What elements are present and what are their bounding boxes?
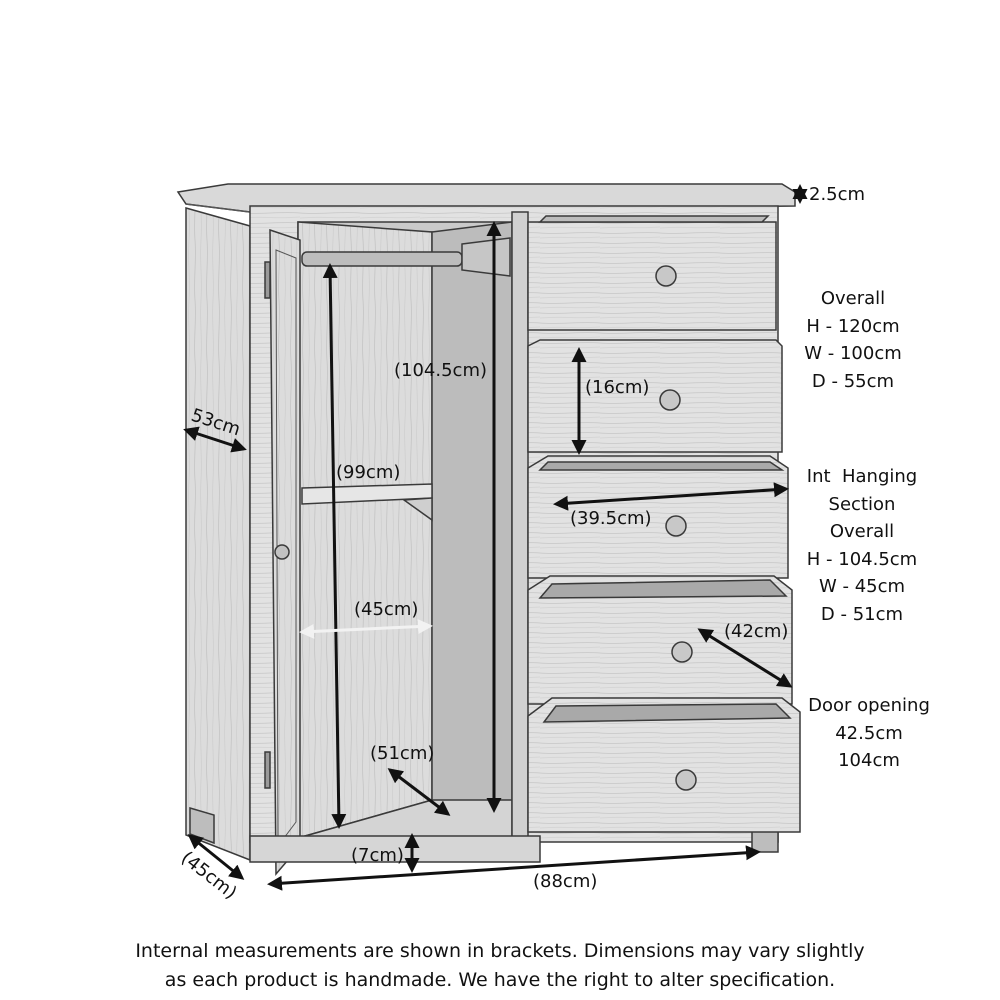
overall-title: Overall xyxy=(820,288,886,309)
door-opening-width: 42.5cm xyxy=(835,722,903,744)
overall-dimensions xyxy=(778,285,928,395)
cabinet-divider xyxy=(512,212,528,842)
door-opening-height: 104cm xyxy=(838,750,900,771)
label-hanging-full-height: (104.5cm) xyxy=(394,360,488,381)
door-opening-dimensions xyxy=(794,692,944,775)
int-hanging-title: Int Hanging xyxy=(806,466,918,487)
label-hanging-depth: (51cm) xyxy=(370,743,435,764)
label-drawer-width: (39.5cm) xyxy=(570,508,652,529)
drawer-knob[interactable] xyxy=(660,390,680,410)
label-plinth-height: (7cm) xyxy=(351,845,404,866)
overall-width: W - 100cm xyxy=(804,343,902,364)
int-hanging-subtitle: Section xyxy=(828,493,896,515)
drawer-knob[interactable] xyxy=(676,770,696,790)
overall-height: H - 120cm xyxy=(806,315,900,337)
door-hinge-top xyxy=(265,262,270,298)
footer-note xyxy=(0,937,1000,995)
wardrobe-illustration xyxy=(178,184,800,874)
int-hanging-height: H - 104.5cm xyxy=(806,548,918,570)
int-hanging-depth: D - 51cm xyxy=(820,603,904,625)
overall-depth: D - 55cm xyxy=(811,370,895,392)
int-hanging-dimensions xyxy=(782,463,942,628)
int-hanging-width: W - 45cm xyxy=(818,576,906,597)
drawer-3[interactable] xyxy=(528,456,788,578)
int-hanging-overall: Overall xyxy=(829,521,895,542)
drawer-knob[interactable] xyxy=(666,516,686,536)
hanging-right-wall xyxy=(432,222,512,838)
door-hinge-bottom xyxy=(265,752,270,788)
drawer-2[interactable] xyxy=(528,340,782,452)
footer-line-2: as each product is handmade. We have the right to alter specification. xyxy=(164,969,836,991)
drawer-knob[interactable] xyxy=(672,642,692,662)
label-drawer-height: (16cm) xyxy=(585,377,650,398)
label-base-depth: (45cm) xyxy=(176,847,241,904)
drawer-knob[interactable] xyxy=(656,266,676,286)
drawer-5[interactable] xyxy=(528,698,800,832)
label-drawer-depth: (42cm) xyxy=(724,621,789,642)
drawer-stack xyxy=(528,216,800,832)
door-opening-title: Door opening xyxy=(808,695,930,716)
cabinet-left-side xyxy=(186,208,250,860)
label-internal-width: (88cm) xyxy=(533,871,598,892)
label-side-depth: 53cm xyxy=(188,404,243,441)
door-knob[interactable] xyxy=(275,545,289,559)
drawer-1[interactable] xyxy=(528,216,776,330)
label-hanging-width: (45cm) xyxy=(354,599,419,620)
footer-line-1: Internal measurements are shown in brackets. Dimensions may vary slightly xyxy=(135,940,865,962)
label-hanging-height: (99cm) xyxy=(336,462,401,483)
hanging-rail xyxy=(302,252,462,266)
label-top-thickness: 2.5cm xyxy=(809,184,866,205)
